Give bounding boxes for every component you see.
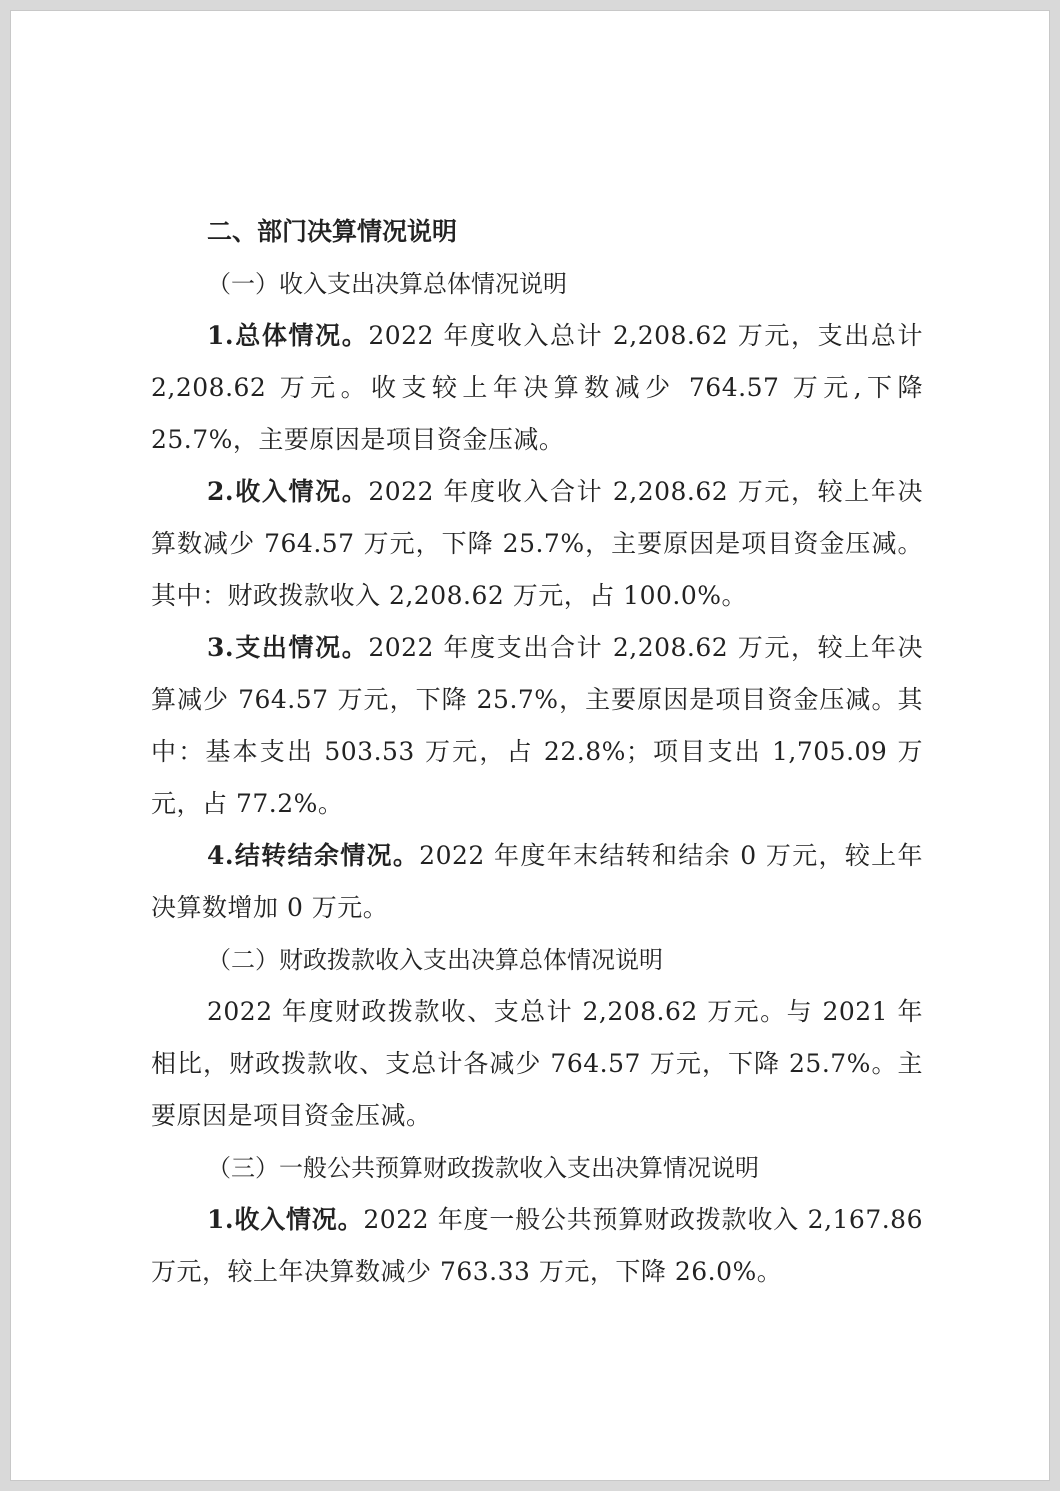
paragraph-lead: 4.结转结余情况。 bbox=[207, 841, 420, 870]
subsection-heading-1: （一）收入支出决算总体情况说明 bbox=[207, 270, 567, 298]
paragraph-text: 2022 年度年末结转和结余 0 万元，较上年决算数增加 0 万元。 bbox=[151, 841, 923, 922]
paragraph-lead: 1.总体情况。 bbox=[207, 321, 369, 350]
paragraph-carryover bbox=[151, 830, 923, 934]
paragraph-overall bbox=[151, 310, 923, 466]
paragraph-lead: 2.收入情况。 bbox=[207, 477, 369, 506]
paragraph-text: 2022 年度收入合计 2,208.62 万元，较上年决算数减少 764.57 万元，下降 25.7%，主要原因是项目资金压减。其中：财政拨款收入 2,208.62 万元，占 100.0%。 bbox=[151, 477, 923, 610]
paragraph-lead: 1.收入情况。 bbox=[207, 1205, 364, 1234]
document-body bbox=[151, 206, 923, 1298]
paragraph-expenditure bbox=[151, 622, 923, 830]
paragraph-text: 2022 年度支出合计 2,208.62 万元，较上年决算减少 764.57 万元，下降 25.7%，主要原因是项目资金压减。其中：基本支出 503.53 万元，占 22.8%；项目支出 1,705.09 万元，占 77.2%。 bbox=[151, 633, 923, 818]
subsection-heading-2: （二）财政拨款收入支出决算总体情况说明 bbox=[207, 946, 663, 974]
paragraph-lead: 3.支出情况。 bbox=[207, 633, 369, 662]
paragraph-text: 2022 年度收入总计 2,208.62 万元，支出总计 2,208.62 万元。收支较上年决算数减少 764.57 万元,下降 25.7%，主要原因是项目资金压减。 bbox=[151, 321, 923, 454]
subsection-heading-3: （三）一般公共预算财政拨款收入支出决算情况说明 bbox=[207, 1154, 759, 1182]
paragraph-text: 2022 年度一般公共预算财政拨款收入 2,167.86 万元，较上年决算数减少 763.33 万元，下降 26.0%。 bbox=[151, 1205, 923, 1286]
document-page bbox=[10, 10, 1050, 1481]
section-heading: 二、部门决算情况说明 bbox=[207, 217, 458, 246]
paragraph-income bbox=[151, 466, 923, 622]
paragraph-fiscal-allocation bbox=[151, 986, 923, 1142]
paragraph-text: 2022 年度财政拨款收、支总计 2,208.62 万元。与 2021 年相比，财政拨款收、支总计各减少 764.57 万元，下降 25.7%。主要原因是项目资金压减。 bbox=[151, 997, 923, 1130]
paragraph-general-budget-income bbox=[151, 1194, 923, 1298]
